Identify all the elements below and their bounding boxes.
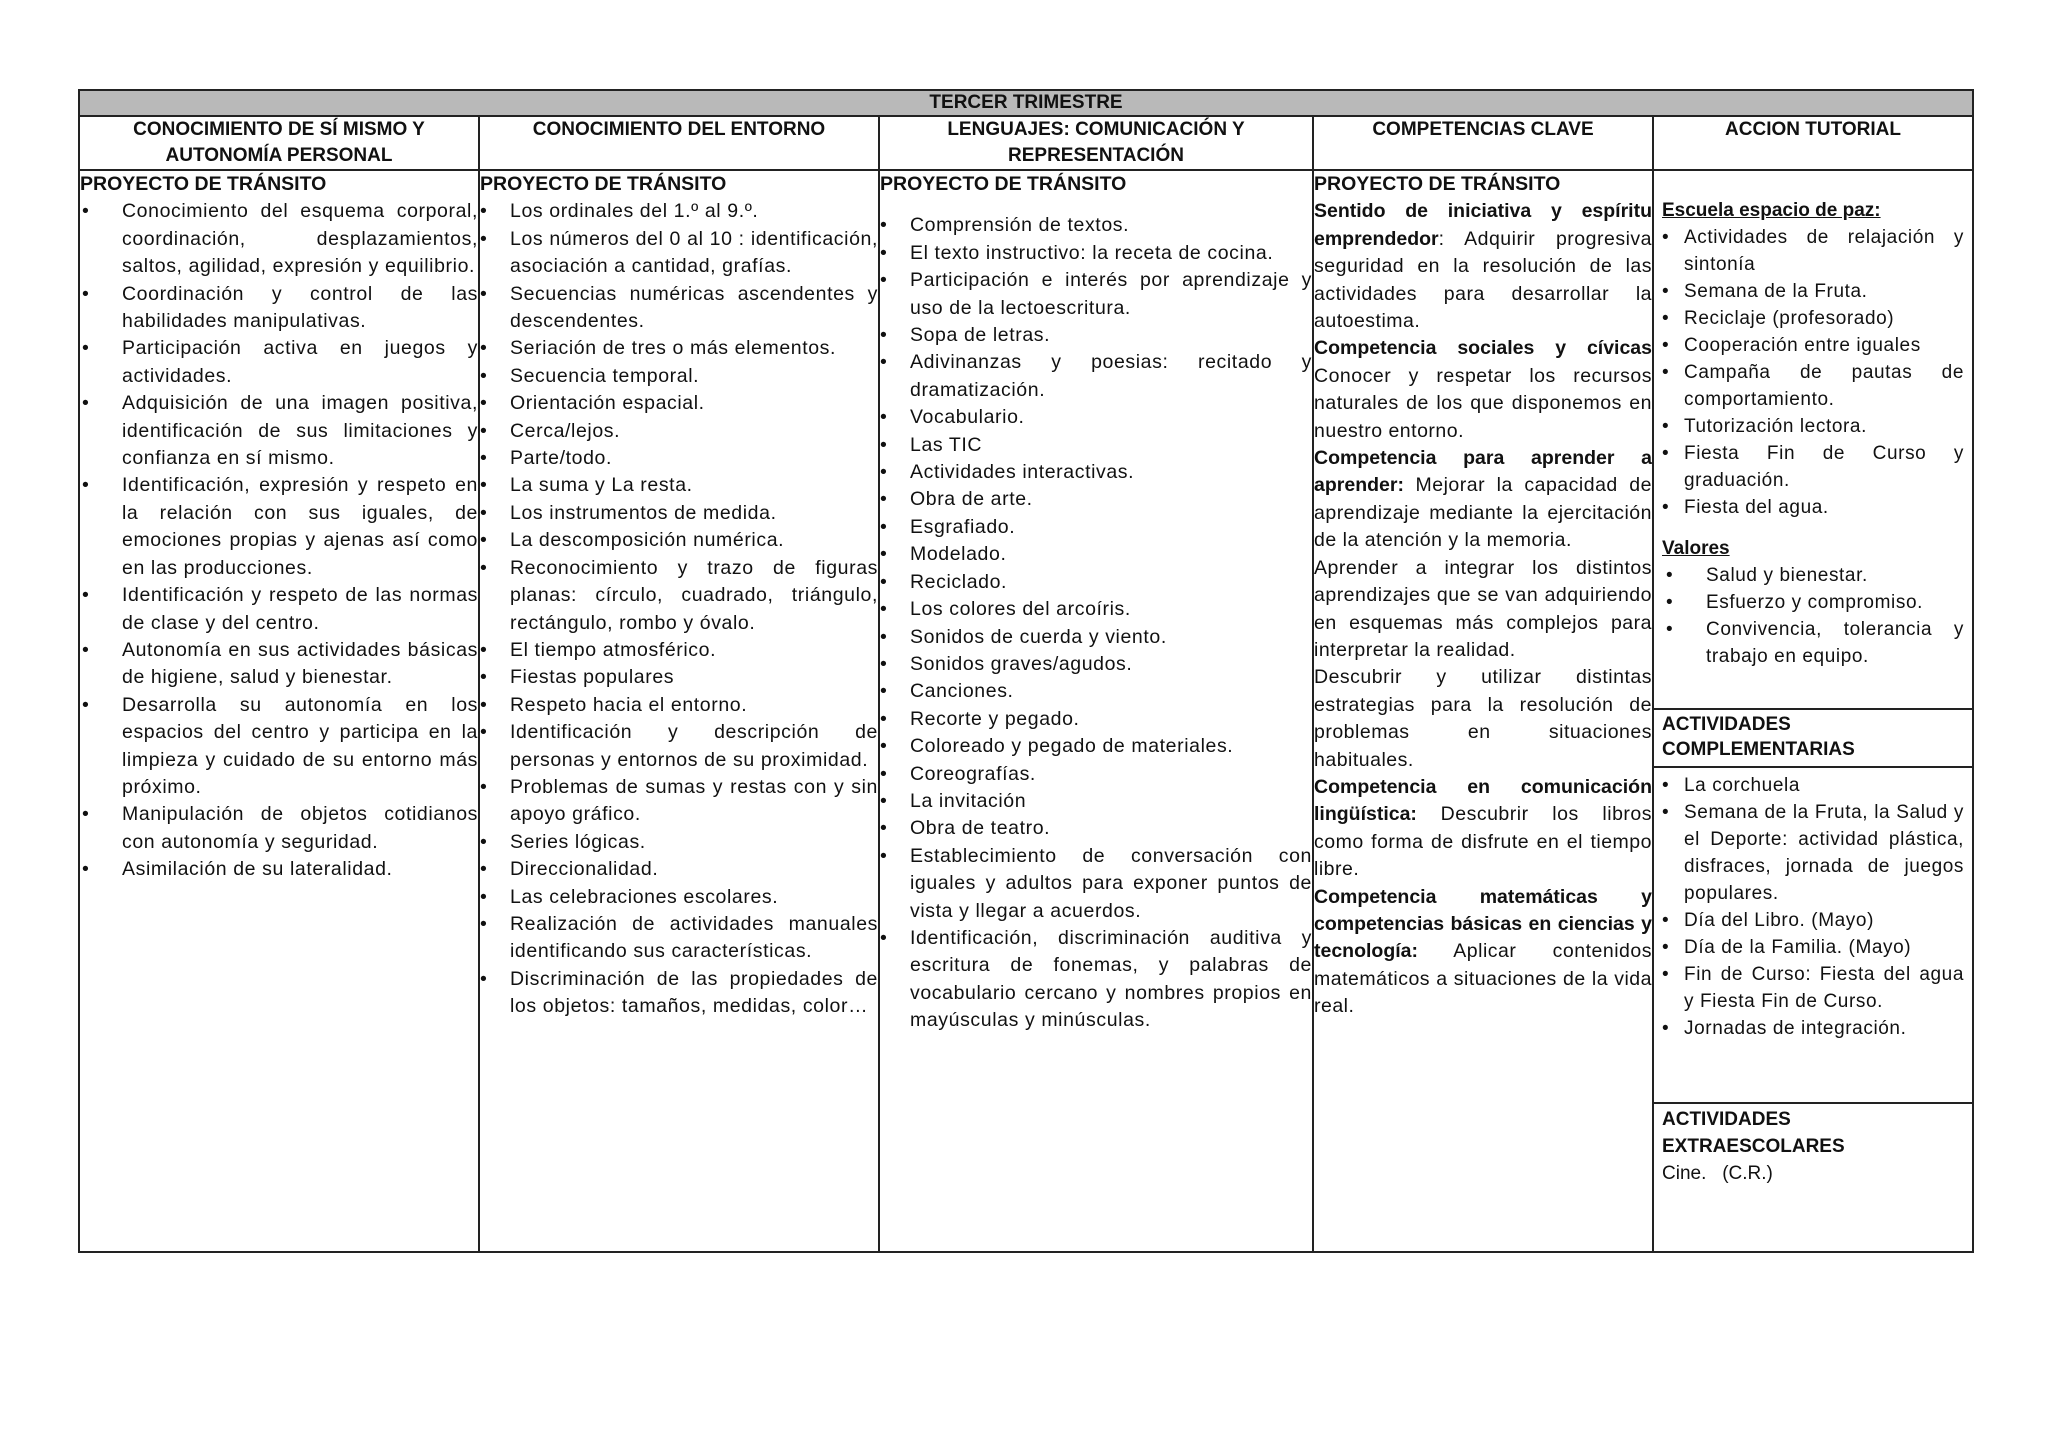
- bullet-icon: •: [880, 461, 888, 484]
- list-item: [880, 761, 1312, 788]
- list-item: [80, 281, 478, 336]
- list-item-text: Vocabulario.: [910, 406, 1025, 429]
- list-item-text: Series lógicas.: [510, 830, 646, 853]
- list-item: [480, 664, 878, 691]
- bullet-icon: •: [1666, 619, 1674, 640]
- bullet-icon: •: [1662, 937, 1670, 958]
- bullet-icon: •: [880, 735, 888, 758]
- list-item-text: Adquisición de una imagen positiva, identificación de sus limitaciones y confianza en sí mismo.: [122, 392, 478, 470]
- list-item-text: Actividades de relajación y sintonía: [1684, 227, 1965, 275]
- list-item: [1662, 494, 1964, 521]
- bullet-icon: •: [82, 392, 90, 415]
- complementarias-list: [1662, 772, 1964, 1042]
- list-item: [880, 432, 1312, 459]
- list-item-text: Sopa de letras.: [910, 324, 1051, 347]
- bullet-icon: •: [480, 282, 488, 305]
- extraescolares-text: Cine. (C.R.): [1662, 1163, 1773, 1184]
- list-item: [80, 472, 478, 582]
- list-item-text: Orientación espacial.: [510, 392, 705, 415]
- header-accion-tutorial: ACCION TUTORIAL: [1653, 116, 1973, 170]
- bullet-icon: •: [480, 693, 488, 716]
- planning-table: [78, 89, 1974, 1253]
- list-item: [80, 856, 478, 883]
- competencia-text: Mejorar la capacidad de aprendizaje mediante la ejercitación de la atención y la memoria.: [1314, 474, 1652, 552]
- section-title: PROYECTO DE TRÁNSITO: [80, 173, 327, 195]
- extraescolares-title: ACTIVIDADES EXTRAESCOLARES: [1662, 1109, 1845, 1157]
- bullet-icon: •: [82, 474, 90, 497]
- bullet-icon: •: [880, 241, 888, 264]
- competencias-blocks: [1314, 198, 1652, 1020]
- list-item-text: Las TIC: [910, 433, 983, 456]
- bullet-icon: •: [1662, 443, 1670, 464]
- competencia-block: [1314, 555, 1652, 665]
- list-item-text: Jornadas de integración.: [1684, 1018, 1907, 1039]
- list-item: [480, 335, 878, 362]
- list-item: [80, 390, 478, 472]
- bullet-icon: •: [480, 529, 488, 552]
- list-item: [1662, 961, 1964, 1015]
- list-item-text: Fiesta Fin de Curso y graduación.: [1684, 443, 1965, 491]
- list-item: [480, 966, 878, 1021]
- bullet-icon: •: [880, 762, 888, 785]
- competencia-text: Descubrir y utilizar distintas estrategias para la resolución de problemas en situaciones habituales.: [1314, 666, 1652, 771]
- bullet-icon: •: [880, 789, 888, 812]
- list-item-text: Identificación y descripción de personas y entornos de su proximidad.: [510, 721, 878, 771]
- list-item-text: La invitación: [910, 789, 1027, 812]
- bullet-icon: •: [1662, 1018, 1670, 1039]
- list-item-text: Convivencia, tolerancia y trabajo en equipo.: [1706, 619, 1965, 667]
- paz-section: [1654, 171, 1972, 708]
- competencia-block: [1314, 774, 1652, 884]
- list-item: [80, 637, 478, 692]
- list-item-text: Recorte y pegado.: [910, 707, 1080, 730]
- list-item-text: Cooperación entre iguales: [1684, 335, 1921, 356]
- list-item: [880, 624, 1312, 651]
- list-item-text: Fiestas populares: [510, 666, 675, 689]
- bullet-icon: •: [1662, 802, 1670, 823]
- list-item-text: Actividades interactivas.: [910, 461, 1135, 484]
- bullet-icon: •: [880, 707, 888, 730]
- list-item-text: Esfuerzo y compromiso.: [1706, 592, 1923, 613]
- bullet-icon: •: [1662, 308, 1670, 329]
- competencia-block: [1314, 664, 1652, 774]
- bullet-icon: •: [480, 419, 488, 442]
- list-item: [480, 555, 878, 637]
- bullet-icon: •: [480, 858, 488, 881]
- list-item-text: Autonomía en sus actividades básicas de higiene, salud y bienestar.: [122, 638, 478, 689]
- list-item: [880, 459, 1312, 486]
- list-item: [80, 692, 478, 802]
- list-item-text: Las celebraciones escolares.: [510, 885, 779, 908]
- bullet-icon: •: [480, 337, 488, 360]
- list-item: [480, 281, 878, 336]
- bullet-icon: •: [480, 666, 488, 689]
- list-item-text: Respeto hacia el entorno.: [510, 693, 748, 716]
- list-item: [880, 541, 1312, 568]
- column-lenguajes: [879, 170, 1313, 1252]
- list-item: [1662, 772, 1964, 799]
- header-lenguajes: LENGUAJES: COMUNICACIÓN Y REPRESENTACIÓN: [879, 116, 1313, 170]
- list-item: [480, 472, 878, 499]
- bullet-icon: •: [480, 885, 488, 908]
- list-item-text: Realización de actividades manuales identificando sus características.: [510, 912, 878, 963]
- content-list: [880, 212, 1312, 1034]
- list-item: [880, 733, 1312, 760]
- bullet-icon: •: [880, 324, 888, 347]
- list-item: [880, 404, 1312, 431]
- bullet-icon: •: [880, 214, 888, 237]
- list-item: [480, 829, 878, 856]
- list-item: [480, 390, 878, 417]
- list-item-text: Asimilación de su lateralidad.: [122, 858, 393, 881]
- bullet-icon: •: [480, 775, 488, 798]
- bullet-icon: •: [1662, 281, 1670, 302]
- bullet-icon: •: [82, 803, 90, 826]
- header-autonomia: CONOCIMIENTO DE SÍ MISMO Y AUTONOMÍA PERSONAL: [79, 116, 479, 170]
- list-item: [480, 774, 878, 829]
- list-item: [80, 198, 478, 280]
- list-item: [480, 911, 878, 966]
- competencia-block: [1314, 198, 1652, 335]
- list-item: [1662, 440, 1964, 494]
- list-item-text: Semana de la Fruta.: [1684, 281, 1868, 302]
- list-item: [880, 514, 1312, 541]
- list-item: [480, 527, 878, 554]
- bullet-icon: •: [880, 817, 888, 840]
- list-item-text: Desarrolla su autonomía en los espacios del centro y participa en la limpieza y cuidado de su entorno más próximo.: [122, 693, 478, 798]
- list-item-text: Identificación, expresión y respeto en la relación con sus iguales, de emociones propias y ajenas así como en las producciones.: [122, 474, 478, 579]
- valores-title: Valores: [1662, 538, 1730, 559]
- list-item-text: Día de la Familia. (Mayo): [1684, 937, 1912, 958]
- bullet-icon: •: [1666, 592, 1674, 613]
- section-title: PROYECTO DE TRÁNSITO: [880, 173, 1127, 195]
- bullet-icon: •: [480, 638, 488, 661]
- list-item: [1662, 332, 1964, 359]
- bullet-icon: •: [1662, 227, 1670, 248]
- list-item-text: Sonidos graves/agudos.: [910, 652, 1133, 675]
- list-item: [480, 418, 878, 445]
- list-item: [880, 596, 1312, 623]
- column-entorno: [479, 170, 879, 1252]
- list-item: [1662, 413, 1964, 440]
- bullet-icon: •: [480, 447, 488, 470]
- list-item: [1662, 616, 1964, 670]
- competencia-label: Competencia para aprender a aprender:: [1314, 447, 1652, 497]
- list-item-text: Reconocimiento y trazo de figuras planas: círculo, cuadrado, triángulo, rectángulo, rombo y óvalo.: [510, 556, 878, 634]
- section-title: PROYECTO DE TRÁNSITO: [480, 173, 727, 195]
- list-item-text: Coordinación y control de las habilidades manipulativas.: [122, 282, 478, 333]
- list-item-text: Los instrumentos de medida.: [510, 501, 777, 524]
- list-item: [480, 226, 878, 281]
- list-item-text: Cerca/lejos.: [510, 419, 621, 442]
- paz-title: Escuela espacio de paz:: [1662, 200, 1881, 221]
- list-item: [480, 884, 878, 911]
- list-item-text: Identificación y respeto de las normas de clase y del centro.: [122, 584, 478, 634]
- list-item-text: Identificación, discriminación auditiva y escritura de fonemas, y palabras de vocabulario cercano y nombres propios en mayúsculas y minúsculas.: [910, 926, 1312, 1032]
- list-item-text: Parte/todo.: [510, 447, 612, 470]
- paz-list: [1662, 224, 1964, 521]
- list-item: [480, 500, 878, 527]
- bullet-icon: •: [480, 721, 488, 744]
- list-item-text: El tiempo atmosférico.: [510, 638, 717, 661]
- list-item: [880, 651, 1312, 678]
- list-item-text: Coreografías.: [910, 762, 1036, 785]
- list-item: [1662, 359, 1964, 413]
- list-item-text: Reciclado.: [910, 570, 1008, 593]
- bullet-icon: •: [480, 227, 488, 250]
- list-item: [480, 198, 878, 225]
- bullet-icon: •: [880, 625, 888, 648]
- list-item-text: Discriminación de las propiedades de los objetos: tamaños, medidas, color…: [510, 967, 878, 1018]
- list-item: [480, 692, 878, 719]
- list-item-text: Semana de la Fruta, la Salud y el Deporte: actividad plástica, disfraces, jornada de juegos populares.: [1684, 802, 1965, 904]
- complementarias-title: ACTIVIDADES COMPLEMENTARIAS: [1654, 708, 1972, 766]
- list-item-text: Secuencia temporal.: [510, 364, 700, 387]
- bullet-icon: •: [480, 200, 488, 223]
- list-item: [480, 637, 878, 664]
- list-item-text: La descomposición numérica.: [510, 529, 785, 552]
- list-item: [880, 678, 1312, 705]
- list-item-text: Sonidos de cuerda y viento.: [910, 625, 1167, 648]
- list-item-text: Canciones.: [910, 680, 1014, 703]
- bullet-icon: •: [880, 652, 888, 675]
- list-item: [480, 363, 878, 390]
- bullet-icon: •: [480, 501, 488, 524]
- list-item-text: Esgrafiado.: [910, 515, 1016, 538]
- bullet-icon: •: [1666, 565, 1674, 586]
- list-item-text: Día del Libro. (Mayo): [1684, 910, 1875, 931]
- bullet-icon: •: [880, 570, 888, 593]
- list-item-text: Obra de arte.: [910, 488, 1033, 511]
- list-item-text: Conocimiento del esquema corporal, coordinación, desplazamientos, saltos, agilidad, expresión y equilibrio.: [122, 200, 478, 278]
- list-item: [480, 445, 878, 472]
- column-autonomia: [79, 170, 479, 1252]
- bullet-icon: •: [880, 406, 888, 429]
- list-item-text: Participación activa en juegos y actividades.: [122, 337, 478, 387]
- content-list: [480, 198, 878, 1020]
- complementarias-section: [1654, 766, 1972, 1102]
- list-item: [880, 569, 1312, 596]
- bullet-icon: •: [82, 584, 90, 607]
- section-title: PROYECTO DE TRÁNSITO: [1314, 173, 1561, 195]
- list-item: [880, 322, 1312, 349]
- list-item: [480, 856, 878, 883]
- competencia-text: Aplicar contenidos matemáticos a situaciones de la vida real.: [1314, 940, 1652, 1018]
- header-competencias: COMPETENCIAS CLAVE: [1313, 116, 1653, 170]
- list-item: [880, 349, 1312, 404]
- list-item: [80, 582, 478, 637]
- bullet-icon: •: [82, 693, 90, 716]
- bullet-icon: •: [82, 282, 90, 305]
- bullet-icon: •: [1662, 416, 1670, 437]
- list-item-text: Modelado.: [910, 543, 1007, 566]
- list-item-text: Participación e interés por aprendizaje y uso de la lectoescritura.: [910, 269, 1312, 319]
- list-item: [80, 801, 478, 856]
- header-entorno: CONOCIMIENTO DEL ENTORNO: [479, 116, 879, 170]
- list-item: [480, 719, 878, 774]
- bullet-icon: •: [480, 967, 488, 990]
- bullet-icon: •: [880, 680, 888, 703]
- bullet-icon: •: [480, 474, 488, 497]
- list-item: [1662, 224, 1964, 278]
- list-item-text: Salud y bienestar.: [1706, 565, 1868, 586]
- list-item: [880, 788, 1312, 815]
- list-item: [880, 267, 1312, 322]
- competencia-block: [1314, 445, 1652, 555]
- valores-list: [1662, 562, 1964, 670]
- list-item-text: Establecimiento de conversación con iguales y adultos para exponer puntos de vista y llegar a acuerdos.: [910, 844, 1312, 922]
- bullet-icon: •: [880, 488, 888, 511]
- list-item-text: Manipulación de objetos cotidianos con autonomía y seguridad.: [122, 803, 478, 853]
- list-item: [880, 212, 1312, 239]
- competencia-block: [1314, 884, 1652, 1021]
- bullet-icon: •: [880, 269, 888, 292]
- bullet-icon: •: [880, 515, 888, 538]
- competencia-label: Competencia sociales y cívicas: [1314, 337, 1652, 360]
- list-item-text: Tutorización lectora.: [1684, 416, 1867, 437]
- competencia-label: Competencia en comunicación lingüística:: [1314, 775, 1652, 826]
- bullet-icon: •: [480, 556, 488, 579]
- list-item-text: Secuencias numéricas ascendentes y descendentes.: [510, 282, 878, 333]
- list-item-text: Seriación de tres o más elementos.: [510, 337, 837, 360]
- list-item-text: Campaña de pautas de comportamiento.: [1684, 362, 1965, 410]
- bullet-icon: •: [480, 364, 488, 387]
- list-item: [880, 925, 1312, 1035]
- list-item-text: Obra de teatro.: [910, 817, 1051, 840]
- column-accion-tutorial: [1653, 170, 1973, 1252]
- list-item-text: Fin de Curso: Fiesta del agua y Fiesta Fin de Curso.: [1684, 964, 1965, 1012]
- list-item: [1662, 934, 1964, 961]
- list-item: [880, 815, 1312, 842]
- list-item: [1662, 305, 1964, 332]
- trimester-title: TERCER TRIMESTRE: [79, 90, 1973, 116]
- bullet-icon: •: [880, 543, 888, 566]
- list-item-text: Adivinanzas y poesias: recitado y dramatización.: [910, 351, 1312, 401]
- bullet-icon: •: [480, 830, 488, 853]
- list-item: [880, 843, 1312, 925]
- list-item-text: La suma y La resta.: [510, 474, 693, 497]
- competencia-text: Aprender a integrar los distintos aprendizajes que se van adquiriendo en esquemas más complejos para interpretar la realidad.: [1314, 556, 1652, 661]
- list-item-text: Comprensión de textos.: [910, 214, 1130, 237]
- list-item-text: Los ordinales del 1.º al 9.º.: [510, 200, 759, 223]
- list-item: [1662, 278, 1964, 305]
- list-item-text: El texto instructivo: la receta de cocina.: [910, 241, 1274, 264]
- bullet-icon: •: [880, 351, 888, 374]
- list-item: [80, 335, 478, 390]
- competencia-block: [1314, 335, 1652, 445]
- column-competencias: [1313, 170, 1653, 1252]
- list-item-text: La corchuela: [1684, 775, 1800, 796]
- bullet-icon: •: [1662, 964, 1670, 985]
- bullet-icon: •: [82, 337, 90, 360]
- bullet-icon: •: [480, 392, 488, 415]
- bullet-icon: •: [82, 200, 90, 223]
- bullet-icon: •: [1662, 497, 1670, 518]
- list-item-text: Los números del 0 al 10 : identificación, asociación a cantidad, grafías.: [510, 227, 878, 278]
- bullet-icon: •: [880, 598, 888, 621]
- list-item-text: Problemas de sumas y restas con y sin apoyo gráfico.: [510, 775, 878, 826]
- bullet-icon: •: [82, 638, 90, 661]
- list-item: [880, 486, 1312, 513]
- list-item: [1662, 562, 1964, 589]
- bullet-icon: •: [1662, 362, 1670, 383]
- bullet-icon: •: [1662, 910, 1670, 931]
- bullet-icon: •: [82, 858, 90, 881]
- content-list: [80, 198, 478, 883]
- bullet-icon: •: [1662, 775, 1670, 796]
- list-item-text: Los colores del arcoíris.: [910, 598, 1131, 621]
- list-item-text: Reciclaje (profesorado): [1684, 308, 1895, 329]
- extraescolares-section: [1654, 1102, 1972, 1187]
- list-item: [1662, 907, 1964, 934]
- list-item-text: Direccionalidad.: [510, 858, 659, 881]
- bullet-icon: •: [480, 912, 488, 935]
- list-item-text: Coloreado y pegado de materiales.: [910, 735, 1234, 758]
- competencia-label: Competencia matemáticas y competencias básicas en ciencias y tecnología:: [1314, 885, 1652, 963]
- list-item-text: Fiesta del agua.: [1684, 497, 1829, 518]
- competencia-label: Sentido de iniciativa y espíritu emprendedor: [1314, 200, 1652, 250]
- competencia-text: Descubrir los libros como forma de disfrute en el tiempo libre.: [1314, 803, 1652, 881]
- list-item: [1662, 799, 1964, 907]
- list-item: [880, 240, 1312, 267]
- bullet-icon: •: [1662, 335, 1670, 356]
- list-item: [1662, 589, 1964, 616]
- competencia-text: Conocer y respetar los recursos naturales de los que disponemos en nuestro entorno.: [1314, 364, 1652, 442]
- list-item: [1662, 1015, 1964, 1042]
- bullet-icon: •: [880, 844, 888, 867]
- list-item: [880, 706, 1312, 733]
- competencia-text: : Adquirir progresiva seguridad en la resolución de las actividades para desarrollar la autoestima.: [1314, 227, 1652, 333]
- bullet-icon: •: [880, 433, 888, 456]
- bullet-icon: •: [880, 926, 888, 949]
